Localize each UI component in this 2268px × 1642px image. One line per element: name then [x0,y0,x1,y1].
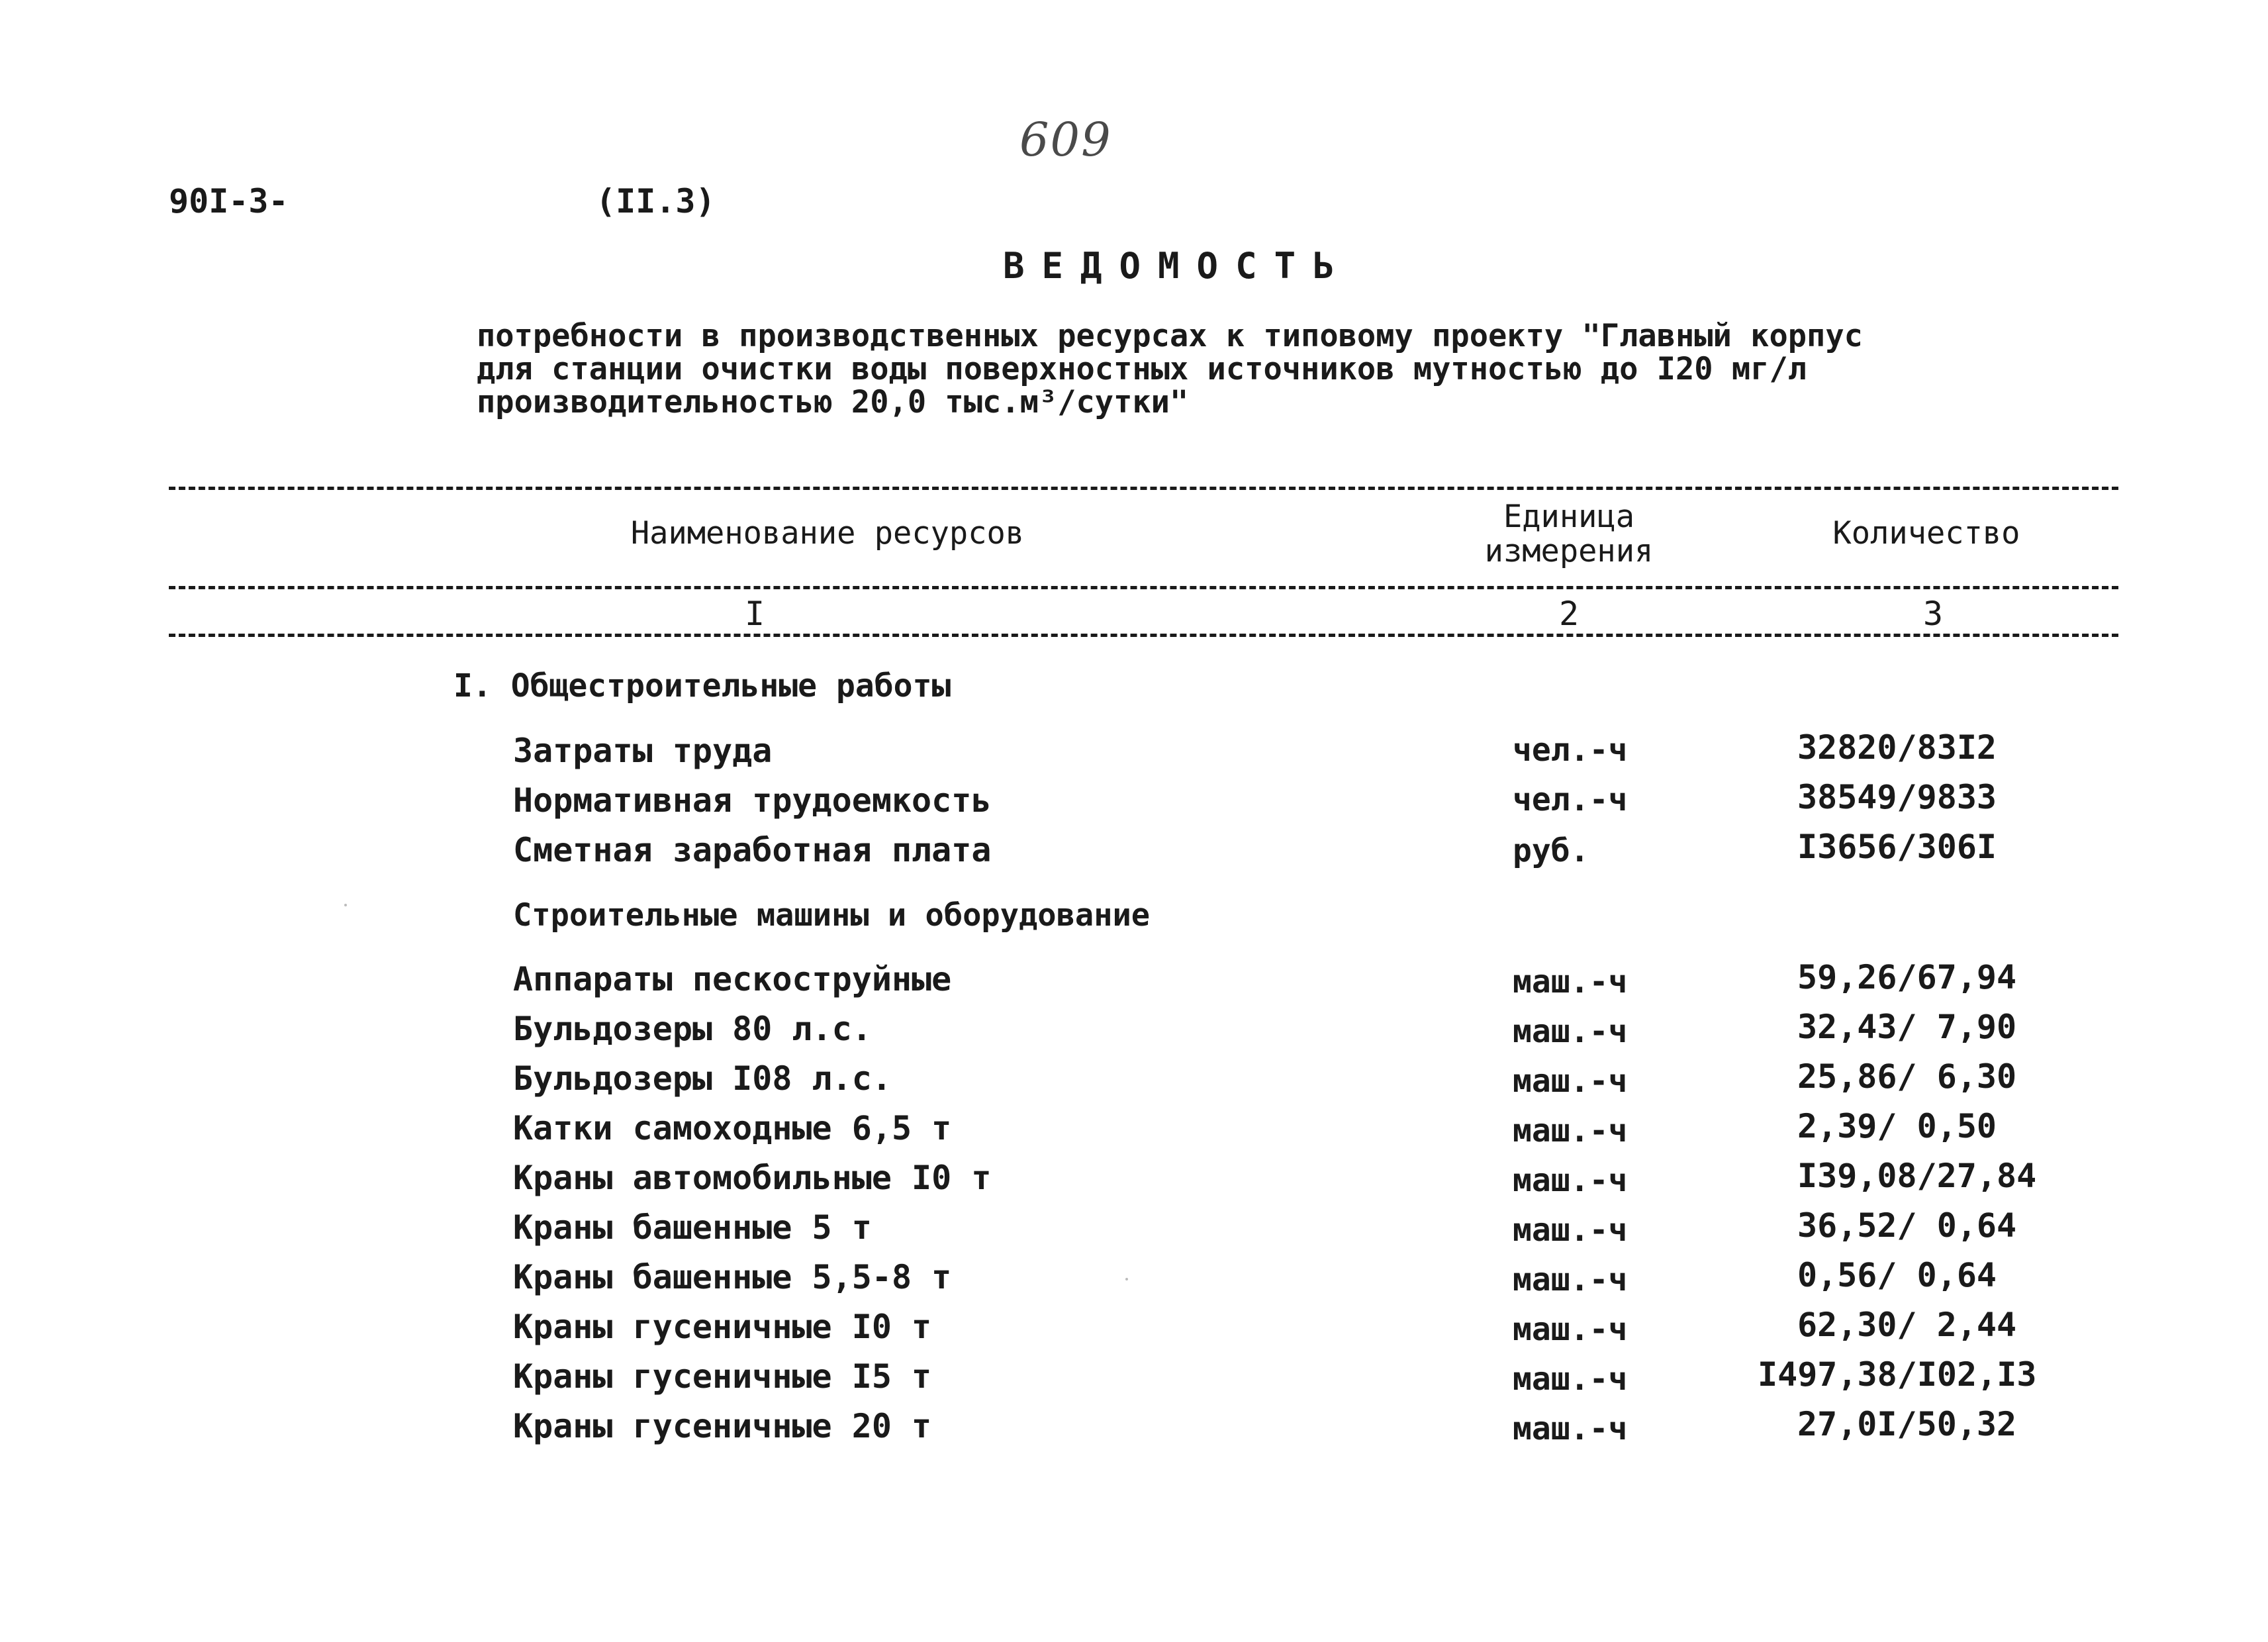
row-unit: маш.-ч [1513,1261,1628,1298]
row-name: Сметная заработная плата [513,831,992,869]
row-name: Краны гусеничные I5 т [513,1357,932,1396]
row-quantity: 0,56/ 0,64 [1797,1256,1997,1294]
document-subtitle [477,320,1863,419]
subtitle-line: для станции очистки воды поверхностных источников мутностью до I20 мг/л [477,351,1807,387]
row-name: Бульдозеры I08 л.с. [513,1059,892,1098]
row-quantity: 32,43/ 7,90 [1797,1008,2017,1046]
column-number-3: 3 [1922,595,1944,633]
row-unit: маш.-ч [1513,1112,1628,1149]
row-name: Краны гусеничные 20 т [513,1407,932,1445]
row-unit: маш.-ч [1513,1410,1628,1447]
row-name: Бульдозеры 80 л.с. [513,1010,872,1048]
row-quantity: 59,26/67,94 [1797,958,2017,996]
table-header-rule [169,586,2118,589]
row-quantity: 2,39/ 0,50 [1797,1107,1997,1145]
row-unit: маш.-ч [1513,963,1628,1000]
row-unit: маш.-ч [1513,1063,1628,1100]
row-quantity: I39,08/27,84 [1797,1157,2037,1195]
row-unit: маш.-ч [1513,1361,1628,1398]
scan-speck [344,904,347,906]
document-subcode: (II.3) [596,182,716,220]
row-quantity: 32820/83I2 [1797,728,1997,767]
scan-speck [1125,1278,1128,1280]
row-unit: чел.-ч [1513,732,1628,769]
row-quantity: I3656/306I [1797,828,1997,866]
row-unit: чел.-ч [1513,781,1628,818]
row-unit: руб. [1513,832,1589,869]
row-quantity: 25,86/ 6,30 [1797,1057,2017,1096]
subtitle-line: производительностью 20,0 тыс.м³/сутки" [477,384,1189,420]
row-quantity: I497,38/I02,I3 [1758,1355,2037,1394]
row-quantity: 36,52/ 0,64 [1797,1206,2017,1245]
column-header-name: Наименование ресурсов [630,515,1025,552]
row-quantity: 62,30/ 2,44 [1797,1306,2017,1344]
table-top-rule [169,487,2118,490]
row-unit: маш.-ч [1513,1311,1628,1348]
row-name: Катки самоходные 6,5 т [513,1109,952,1147]
column-header-unit-line1: Единица [1503,499,1635,535]
column-header-quantity: Количество [1832,515,2020,552]
row-name: Краны башенные 5,5-8 т [513,1258,952,1296]
row-quantity: 27,0I/50,32 [1797,1405,2017,1443]
handwritten-page-number: 609 [1019,113,1112,167]
row-name: Краны башенные 5 т [513,1208,872,1247]
row-name: Аппараты пескоструйные [513,960,952,998]
row-name: Затраты труда [513,732,773,770]
row-name: Краны автомобильные I0 т [513,1159,992,1197]
row-unit: маш.-ч [1513,1212,1628,1249]
document-title: ВЕДОМОСТЬ [1003,245,1352,287]
row-name: Краны гусеничные I0 т [513,1308,932,1346]
section-title: I. Общестроительные работы [453,667,951,704]
row-unit: маш.-ч [1513,1162,1628,1199]
row-name: Нормативная трудоемкость [513,781,992,820]
subsection-title: Строительные машины и оборудование [513,897,1151,934]
subtitle-line: потребности в производственных ресурсах к типовому проекту "Главный корпус [477,318,1863,354]
column-number-1: I [744,595,765,633]
document-code: 90I-3- [169,182,289,220]
column-number-2: 2 [1558,595,1580,633]
column-header-unit-line2: измерения [1484,533,1654,569]
table-numbers-rule [169,634,2118,637]
row-unit: маш.-ч [1513,1013,1628,1050]
row-quantity: 38549/9833 [1797,778,1997,816]
column-header-unit [1437,500,1701,569]
